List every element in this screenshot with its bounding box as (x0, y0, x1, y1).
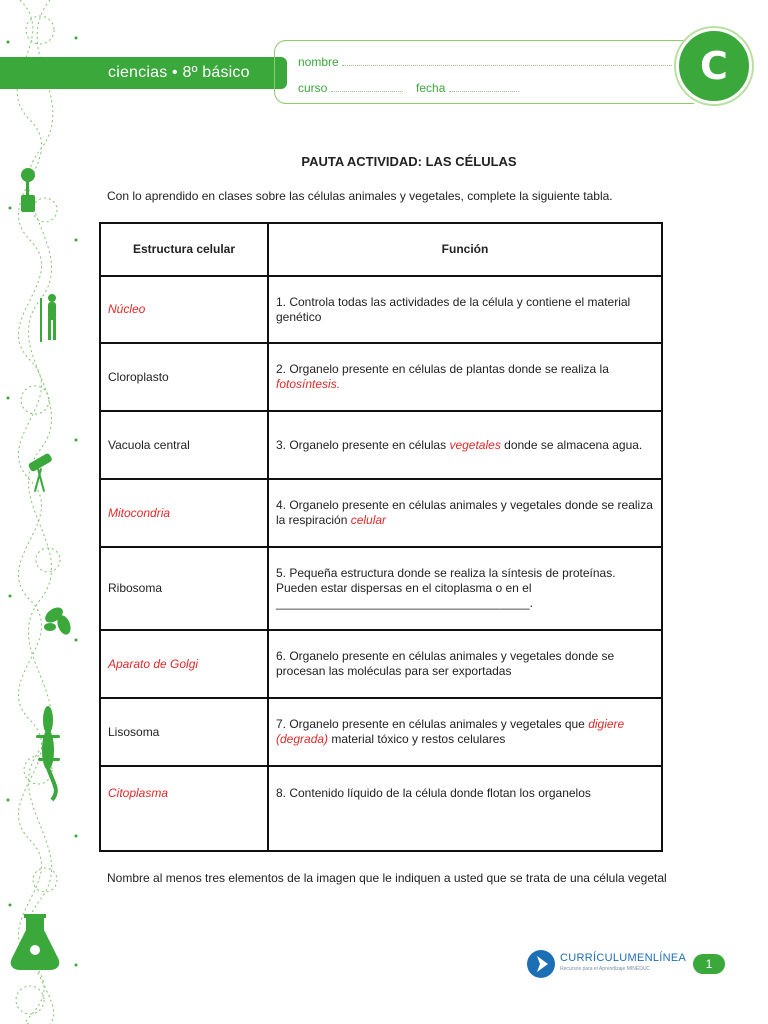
function-text: 3. Organelo presente en células (276, 437, 450, 452)
table-row (100, 547, 662, 630)
function-text: 5. Pequeña estructura donde se realiza la síntesis de proteínas. Pueden estar dispersas en el citoplasma o en el ______________________________________. (276, 566, 616, 610)
play-arrow-icon (527, 950, 555, 978)
table-row (100, 479, 662, 547)
butterfly-icon (42, 604, 73, 636)
structure-name: Núcleo (108, 302, 146, 316)
table-row (100, 630, 662, 698)
student-info-form (284, 40, 694, 104)
structure-name: Mitocondria (108, 505, 171, 520)
page-title: PAUTA ACTIVIDAD: LAS CÉLULAS (301, 154, 517, 169)
lizard-icon (36, 706, 60, 800)
structure-name: Citoplasma (108, 786, 169, 800)
badge-letter: C (700, 44, 728, 88)
table-row (100, 698, 662, 766)
function-text: material tóxico y restos celulares (328, 732, 506, 746)
logo-subtext: Recursos para el Aprendizaje MINEDUC (560, 966, 651, 972)
structure-name: Aparato de Golgi (108, 656, 199, 671)
flask-icon (11, 914, 60, 970)
function-cell (268, 547, 662, 630)
curriculum-logo (527, 950, 687, 980)
answer-text: vegetales (449, 437, 501, 452)
function-text: 7. Organelo presente en células animales y vegetales que (276, 717, 589, 731)
structure-name: Cloroplasto (108, 369, 169, 384)
subject-badge (676, 28, 752, 104)
curso-field[interactable] (331, 81, 403, 92)
answer-text: celular (350, 513, 387, 527)
subject-label: ciencias • 8º básico (108, 64, 250, 81)
telescope-icon (28, 453, 53, 492)
structure-name: Ribosoma (108, 581, 163, 595)
page-number: 1 (693, 954, 725, 974)
function-cell (268, 698, 662, 766)
structure-cell (100, 479, 268, 547)
answer-text: digiere (degrada) (276, 717, 625, 746)
curso-label: curso (298, 81, 328, 95)
final-question: Nombre al menos tres elementos de la imagen que le indiquen a usted que se trata de una célula vegetal (107, 871, 667, 885)
function-cell (268, 766, 662, 851)
function-text: 6. Organelo presente en células animales y vegetales donde se procesan las moléculas para ser exportadas (276, 649, 615, 678)
structure-cell (100, 547, 268, 630)
function-cell (268, 276, 662, 343)
decorative-dots (7, 37, 78, 967)
table-body (100, 276, 662, 851)
function-text: 4. Organelo presente en células animales y vegetales donde se realiza la respiración (276, 498, 653, 527)
function-cell (268, 411, 662, 479)
instructions: Con lo aprendido en clases sobre las células animales y vegetales, complete la siguiente tabla. (107, 189, 613, 203)
function-text: 2. Organelo presente en células de plantas donde se realiza la (276, 362, 609, 376)
nombre-row (298, 55, 672, 69)
header-function: Función (268, 223, 662, 276)
cell-structure-table (99, 222, 663, 852)
function-cell (268, 630, 662, 698)
table-header-row (100, 223, 662, 276)
function-text: donde se almacena agua. (500, 437, 643, 452)
logo-text: CURRÍCULUMENLÍNEA (560, 952, 687, 964)
nombre-label: nombre (298, 55, 339, 69)
structure-name: Lisosoma (108, 724, 160, 739)
table-row (100, 411, 662, 479)
curso-fecha-row (298, 81, 519, 95)
function-text: 8. Contenido líquido de la célula donde flotan los organelos (276, 786, 591, 800)
fecha-label: fecha (416, 81, 446, 95)
structure-cell (100, 698, 268, 766)
function-text: 1. Controla todas las actividades de la célula y contiene el material genético (276, 294, 631, 324)
structure-cell (100, 411, 268, 479)
function-cell (268, 479, 662, 547)
table-row (100, 276, 662, 343)
structure-cell (100, 343, 268, 411)
function-cell (268, 343, 662, 411)
nombre-field[interactable] (342, 55, 672, 66)
table-row (100, 766, 662, 851)
structure-cell (100, 276, 268, 343)
subject-banner (0, 57, 287, 89)
answer-text: fotosíntesis. (276, 377, 341, 391)
structure-cell (100, 766, 268, 851)
structure-cell (100, 630, 268, 698)
fecha-field[interactable] (449, 81, 519, 92)
walking-person-icon (40, 294, 56, 342)
header-structure: Estructura celular (100, 223, 268, 276)
table-row (100, 343, 662, 411)
structure-name: Vacuola central (108, 437, 190, 452)
sunflower-icon (21, 168, 35, 212)
